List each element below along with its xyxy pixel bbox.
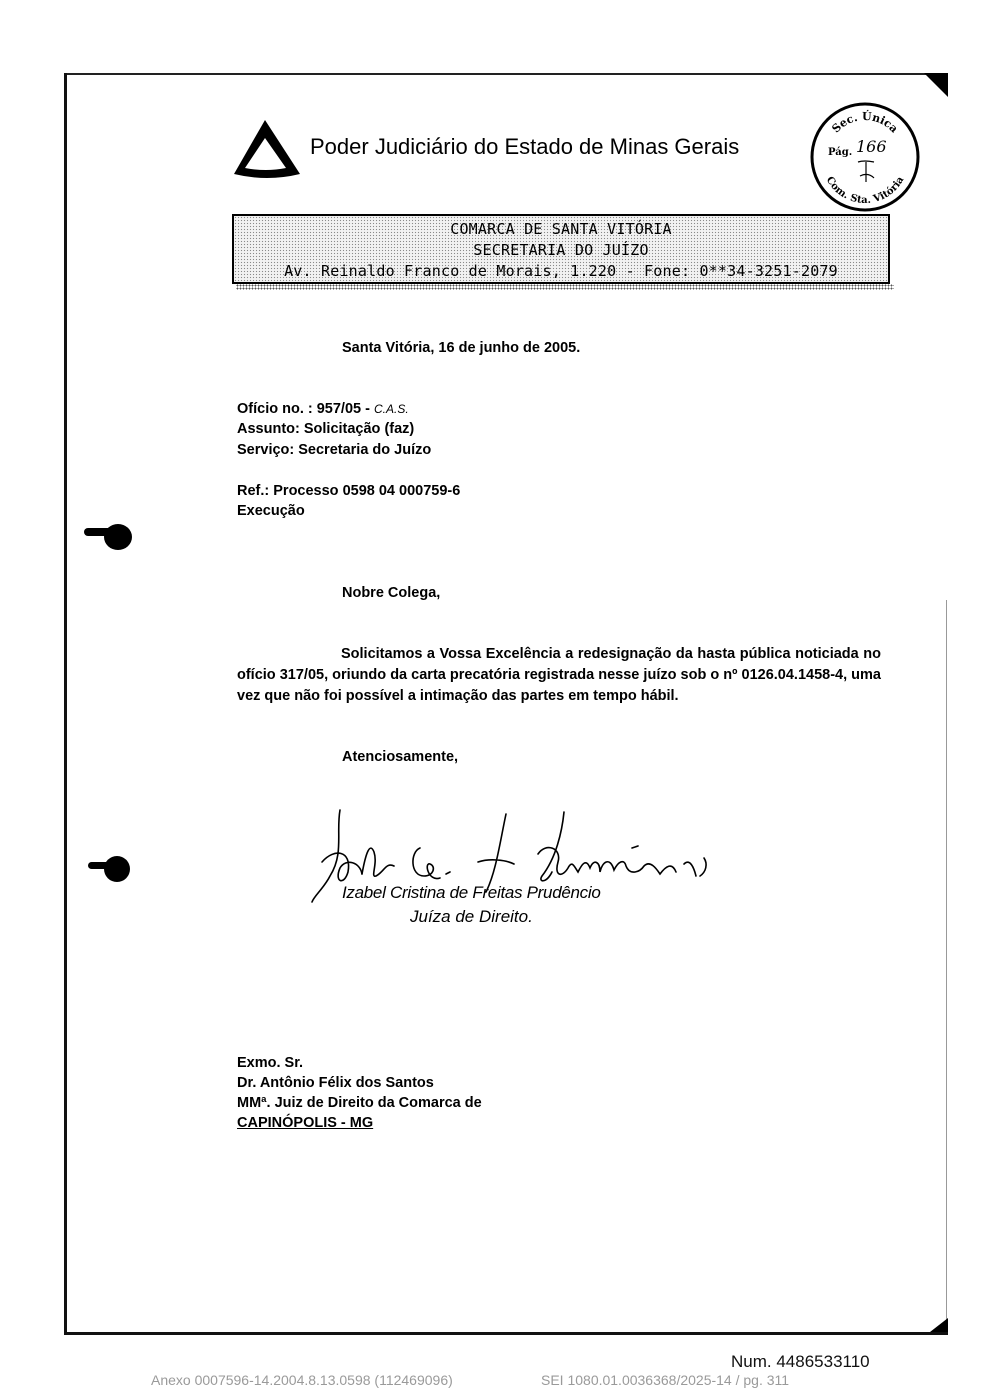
stamp-page-label: Pág.: [828, 147, 853, 158]
footer-sei-reference: SEI 1080.01.0036368/2025-14 / pg. 311: [541, 1372, 790, 1388]
scan-border-left: [64, 73, 67, 1335]
signatory-title: Juíza de Direito.: [410, 907, 533, 926]
addressee-name: Dr. Antônio Félix dos Santos: [237, 1075, 434, 1091]
body-paragraph: [237, 644, 881, 707]
oficio-number: Ofício no. : 957/05 -: [237, 401, 374, 417]
punch-hole-smudge-top: [84, 528, 112, 536]
addressee-city: CAPINÓPOLIS - MG: [237, 1115, 374, 1131]
oficio-initials: C.A.S.: [373, 402, 409, 416]
footer-annex-reference: Anexo 0007596-14.2004.8.13.0598 (112469096): [151, 1372, 453, 1388]
letterhead-line-comarca: COMARCA DE SANTA VITÓRIA: [450, 220, 672, 238]
servico-line: Serviço: Secretaria do Juízo: [237, 442, 432, 458]
body-text: Solicitamos a Vossa Excelência a redesignação da hasta pública noticiada no ofício 317/05, oriundo da carta precatória registrada nesse juízo sob o nº 0126.04.1458-4, uma vez que não foi possível a intimação das partes em tempo hábil.: [237, 646, 881, 704]
court-page-stamp: [808, 100, 922, 214]
punch-hole-mark-bottom: [104, 856, 130, 882]
scan-border-right: [946, 600, 947, 1330]
assunto-line: Assunto: Solicitação (faz): [237, 421, 415, 437]
judiciary-triangle-logo: [232, 118, 302, 180]
addressee-position: MMª. Juiz de Direito da Comarca de: [237, 1095, 482, 1111]
stamp-top-text: Sec. Única: [829, 109, 901, 136]
execucao-line: Execução: [237, 503, 305, 519]
scan-border-bottom: [64, 1332, 948, 1335]
letterhead-shadow: [236, 284, 894, 290]
letterhead-line-secretaria: SECRETARIA DO JUÍZO: [473, 241, 649, 259]
signatory-name: Izabel Cristina de Freitas Prudêncio: [342, 883, 601, 902]
date-line: Santa Vitória, 16 de junho de 2005.: [342, 340, 581, 356]
page-title: Poder Judiciário do Estado de Minas Gerais: [310, 134, 740, 159]
document-number: Num. 4486533110: [731, 1352, 870, 1371]
letterhead-line-address: Av. Reinaldo Franco de Morais, 1.220 - Fone: 0**34-3251-2079: [284, 262, 838, 280]
ref-line: Ref.: Processo 0598 04 000759-6: [237, 483, 461, 499]
scan-corner-top-right: [924, 73, 948, 97]
scan-border-top: [64, 73, 948, 75]
addressee-salutation: Exmo. Sr.: [237, 1055, 304, 1071]
closing: Atenciosamente,: [342, 749, 459, 765]
punch-hole-smudge-bottom: [88, 862, 110, 869]
stamp-bottom-text: Com. Sta. Vitória: [823, 174, 907, 207]
oficio-line: [237, 401, 409, 417]
stamp-page-number: 166: [856, 137, 887, 156]
scan-corner-bottom-right: [930, 1318, 948, 1332]
salutation: Nobre Colega,: [342, 585, 441, 601]
letterhead-box: [232, 214, 890, 284]
